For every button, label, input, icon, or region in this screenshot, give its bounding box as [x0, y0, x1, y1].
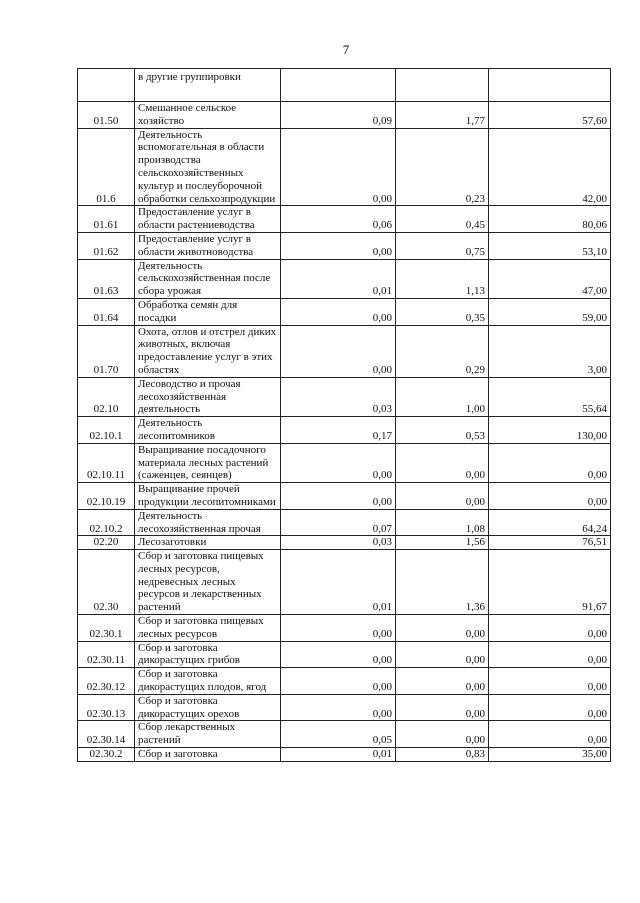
activity-name-cell	[135, 377, 281, 416]
value-3-cell	[489, 69, 611, 102]
activity-name: Предоставление услуг в области животноводства	[138, 232, 254, 258]
activity-name: Сбор и заготовка дикорастущих орехов	[138, 694, 240, 720]
table-row	[78, 325, 611, 377]
activity-name: Сбор и заготовка пищевых лесных ресурсов, недревесных лесных ресурсов и лекарственных растений	[138, 550, 264, 614]
value-3-cell: 53,10	[489, 232, 611, 259]
activity-name-cell	[135, 325, 281, 377]
value-2-cell: 1,77	[396, 102, 489, 129]
value-1-cell: 0,00	[281, 232, 396, 259]
value-1-cell: 0,00	[281, 128, 396, 206]
activity-name: Сбор и заготовка	[138, 748, 218, 761]
activity-name-cell	[135, 102, 281, 129]
value-1-cell: 0,00	[281, 325, 396, 377]
activity-code-cell: 02.10.11	[78, 443, 135, 482]
activity-code-cell: 02.30.1	[78, 615, 135, 642]
value-3-cell: 76,51	[489, 536, 611, 550]
value-2-cell: 0,75	[396, 232, 489, 259]
value-1-cell: 0,01	[281, 550, 396, 615]
table-row	[78, 509, 611, 536]
activity-name-cell	[135, 721, 281, 748]
activity-name: Лесоводство и прочая лесохозяйственная деятельность	[138, 377, 241, 416]
table-row	[78, 615, 611, 642]
value-2-cell: 0,00	[396, 483, 489, 510]
activity-name: в другие группировки	[138, 71, 241, 83]
activity-name: Смешанное сельское хозяйство	[138, 102, 237, 127]
value-3-cell: 91,67	[489, 550, 611, 615]
value-2-cell: 1,56	[396, 536, 489, 550]
value-2-cell: 1,08	[396, 509, 489, 536]
value-2-cell: 0,53	[396, 417, 489, 444]
value-2-cell: 1,36	[396, 550, 489, 615]
activity-name: Деятельность лесохозяйственная прочая	[138, 509, 261, 535]
value-1-cell: 0,01	[281, 259, 396, 298]
value-1-cell: 0,06	[281, 206, 396, 233]
activity-name-cell	[135, 509, 281, 536]
activity-code-cell: 02.30.11	[78, 641, 135, 668]
value-3-cell: 0,00	[489, 615, 611, 642]
table-row	[78, 69, 611, 102]
value-1-cell: 0,09	[281, 102, 396, 129]
activity-code-cell: 02.20	[78, 536, 135, 550]
activity-name: Деятельность сельскохозяйственная после сбора урожая	[138, 259, 271, 298]
activity-code-cell: 02.10.2	[78, 509, 135, 536]
activity-name: Деятельность лесопитомников	[138, 417, 215, 442]
activity-name-cell	[135, 550, 281, 615]
value-3-cell: 0,00	[489, 694, 611, 721]
value-1-cell: 0,00	[281, 694, 396, 721]
activity-name-cell	[135, 417, 281, 444]
activity-code-cell	[78, 69, 135, 102]
value-1-cell: 0,00	[281, 615, 396, 642]
value-2-cell: 1,13	[396, 259, 489, 298]
activity-code-cell: 01.63	[78, 259, 135, 298]
value-2-cell: 0,00	[396, 668, 489, 695]
value-1-cell: 0,03	[281, 377, 396, 416]
activity-code-cell: 01.70	[78, 325, 135, 377]
table-row	[78, 536, 611, 550]
table-row	[78, 641, 611, 668]
activity-code-cell: 01.6	[78, 128, 135, 206]
activity-name-cell	[135, 69, 281, 102]
table-row	[78, 417, 611, 444]
value-3-cell: 80,06	[489, 206, 611, 233]
activity-name: Предоставление услуг в области растениеводства	[138, 206, 255, 232]
value-1-cell	[281, 69, 396, 102]
activity-code-cell: 01.61	[78, 206, 135, 233]
activity-name-cell	[135, 694, 281, 721]
value-2-cell: 0,00	[396, 641, 489, 668]
activity-code-cell: 01.50	[78, 102, 135, 129]
activity-name: Обработка семян для посадки	[138, 298, 238, 324]
value-3-cell: 59,00	[489, 298, 611, 325]
activity-name-cell	[135, 298, 281, 325]
activity-name-cell	[135, 206, 281, 233]
value-1-cell: 0,00	[281, 298, 396, 325]
activity-table	[77, 68, 611, 762]
value-3-cell: 0,00	[489, 721, 611, 748]
page-number: 7	[342, 42, 350, 57]
table-row	[78, 377, 611, 416]
table-row	[78, 232, 611, 259]
value-3-cell: 0,00	[489, 668, 611, 695]
value-1-cell: 0,00	[281, 668, 396, 695]
value-2-cell: 0,00	[396, 721, 489, 748]
value-3-cell: 130,00	[489, 417, 611, 444]
activity-name: Сбор лекарственных растений	[138, 721, 236, 747]
table-row	[78, 443, 611, 482]
value-1-cell: 0,01	[281, 748, 396, 762]
value-1-cell: 0,00	[281, 483, 396, 510]
activity-name: Выращивание прочей продукции лесопитомниками	[138, 483, 276, 508]
activity-name-cell	[135, 615, 281, 642]
value-3-cell: 47,00	[489, 259, 611, 298]
value-1-cell: 0,00	[281, 443, 396, 482]
value-3-cell: 0,00	[489, 443, 611, 482]
value-2-cell: 0,00	[396, 443, 489, 482]
table-row	[78, 206, 611, 233]
activity-name: Сбор и заготовка дикорастущих плодов, ягод	[138, 668, 267, 694]
activity-code-cell: 02.10.1	[78, 417, 135, 444]
table-row	[78, 721, 611, 748]
value-1-cell: 0,05	[281, 721, 396, 748]
activity-name: Сбор и заготовка пищевых лесных ресурсов	[138, 615, 264, 640]
activity-code-cell: 02.30.2	[78, 748, 135, 762]
activity-name-cell	[135, 748, 281, 762]
value-2-cell: 0,00	[396, 615, 489, 642]
activity-code-cell: 02.10	[78, 377, 135, 416]
value-2-cell: 0,23	[396, 128, 489, 206]
value-2-cell: 0,83	[396, 748, 489, 762]
activity-name: Выращивание посадочного материала лесных растений (саженцев, сеянцев)	[138, 443, 269, 482]
activity-name-cell	[135, 668, 281, 695]
value-2-cell	[396, 69, 489, 102]
activity-table-body	[78, 69, 611, 762]
table-row	[78, 298, 611, 325]
value-3-cell: 55,64	[489, 377, 611, 416]
value-2-cell: 0,00	[396, 694, 489, 721]
activity-code-cell: 02.30.14	[78, 721, 135, 748]
value-1-cell: 0,07	[281, 509, 396, 536]
table-row	[78, 259, 611, 298]
activity-name-cell	[135, 483, 281, 510]
value-3-cell: 57,60	[489, 102, 611, 129]
activity-code-cell: 01.64	[78, 298, 135, 325]
table-row	[78, 128, 611, 206]
activity-name: Лесозаготовки	[138, 536, 207, 549]
activity-name-cell	[135, 259, 281, 298]
value-3-cell: 0,00	[489, 641, 611, 668]
activity-name-cell	[135, 443, 281, 482]
activity-name-cell	[135, 641, 281, 668]
value-2-cell: 0,29	[396, 325, 489, 377]
activity-code-cell: 02.30.12	[78, 668, 135, 695]
table-row	[78, 550, 611, 615]
value-1-cell: 0,00	[281, 641, 396, 668]
value-2-cell: 0,35	[396, 298, 489, 325]
value-2-cell: 0,45	[396, 206, 489, 233]
activity-code-cell: 01.62	[78, 232, 135, 259]
activity-code-cell: 02.10.19	[78, 483, 135, 510]
value-2-cell: 1,00	[396, 377, 489, 416]
value-3-cell: 64,24	[489, 509, 611, 536]
table-row	[78, 748, 611, 762]
activity-code-cell: 02.30	[78, 550, 135, 615]
activity-name-cell	[135, 128, 281, 206]
activity-name: Сбор и заготовка дикорастущих грибов	[138, 641, 240, 667]
value-1-cell: 0,03	[281, 536, 396, 550]
table-row	[78, 668, 611, 695]
value-3-cell: 0,00	[489, 483, 611, 510]
value-3-cell: 3,00	[489, 325, 611, 377]
activity-name-cell	[135, 536, 281, 550]
table-row	[78, 102, 611, 129]
value-3-cell: 42,00	[489, 128, 611, 206]
activity-name-cell	[135, 232, 281, 259]
activity-code-cell: 02.30.13	[78, 694, 135, 721]
activity-name: Охота, отлов и отстрел диких животных, включая предоставление услуг в этих областях	[138, 325, 277, 376]
value-1-cell: 0,17	[281, 417, 396, 444]
value-3-cell: 35,00	[489, 748, 611, 762]
table-row	[78, 694, 611, 721]
table-row	[78, 483, 611, 510]
activity-name: Деятельность вспомогательная в области производства сельскохозяйственных культур и послеуборочной обработки сельхозпродукции	[138, 128, 276, 205]
